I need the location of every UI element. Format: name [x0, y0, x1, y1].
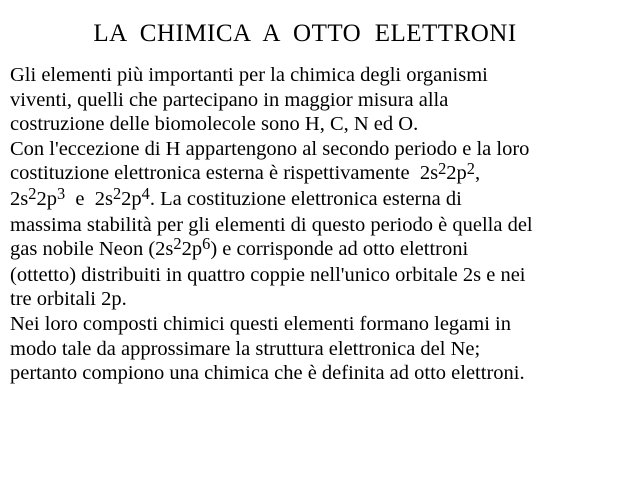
- body-line: [10, 287, 635, 312]
- text-run: gas nobile Neon (2s: [10, 238, 174, 261]
- body-line: [10, 234, 635, 263]
- superscript: 4: [141, 184, 150, 204]
- superscript: 2: [438, 158, 447, 178]
- body-text: [10, 63, 635, 386]
- body-line: [10, 184, 635, 213]
- text-run: e 2s: [65, 187, 113, 210]
- text-run: 2p: [36, 187, 57, 210]
- text-run: ) e corrisponde ad otto elettroni: [210, 238, 469, 261]
- text-run: massima stabilità per gli elementi di questo periodo è quella del: [10, 213, 533, 236]
- body-line: [10, 213, 635, 238]
- body-line: [10, 361, 635, 386]
- superscript: 3: [56, 184, 66, 204]
- text-run: viventi, quelli che partecipano in maggior misura alla: [10, 88, 449, 111]
- text-run: pertanto compiono una chimica che è definita ad otto elettroni.: [10, 362, 525, 385]
- superscript: 6: [202, 234, 211, 254]
- text-run: Con l'eccezione di H appartengono al secondo periodo e la loro: [10, 137, 530, 160]
- text-run: 2p: [121, 187, 142, 210]
- text-run: ,: [474, 162, 481, 185]
- text-run: costruzione delle biomolecole sono H, C, N ed O.: [10, 113, 419, 136]
- superscript: 2: [466, 158, 475, 178]
- text-run: Nei loro composti chimici questi elementi formano legami in: [10, 312, 511, 335]
- superscript: 2: [28, 184, 37, 204]
- text-run: (ottetto) distribuiti in quattro coppie nell'unico orbitale 2s e nei: [10, 263, 526, 286]
- text-run: 2p: [181, 238, 203, 261]
- text-run: modo tale da approssimare la struttura elettronica del Ne;: [10, 337, 481, 360]
- body-line: [10, 158, 635, 187]
- body-line: [10, 112, 635, 137]
- body-line: [10, 263, 635, 288]
- text-run: 2s: [10, 187, 29, 210]
- slide-title: LA CHIMICA A OTTO ELETTRONI: [93, 20, 517, 47]
- text-run: 2p: [446, 162, 467, 185]
- text-run: Gli elementi più importanti per la chimica degli organismi: [10, 64, 488, 86]
- text-run: . La costituzione elettronica esterna di: [149, 187, 462, 210]
- superscript: 2: [112, 184, 122, 204]
- body-line: [10, 312, 635, 337]
- superscript: 2: [173, 234, 182, 254]
- body-line: [10, 63, 635, 88]
- text-run: tre orbitali 2p.: [10, 288, 127, 311]
- body-line: [10, 88, 635, 113]
- text-run: costituzione elettronica esterna è rispettivamente 2s: [10, 162, 439, 185]
- body-line: [10, 337, 635, 362]
- body-line: [10, 137, 635, 162]
